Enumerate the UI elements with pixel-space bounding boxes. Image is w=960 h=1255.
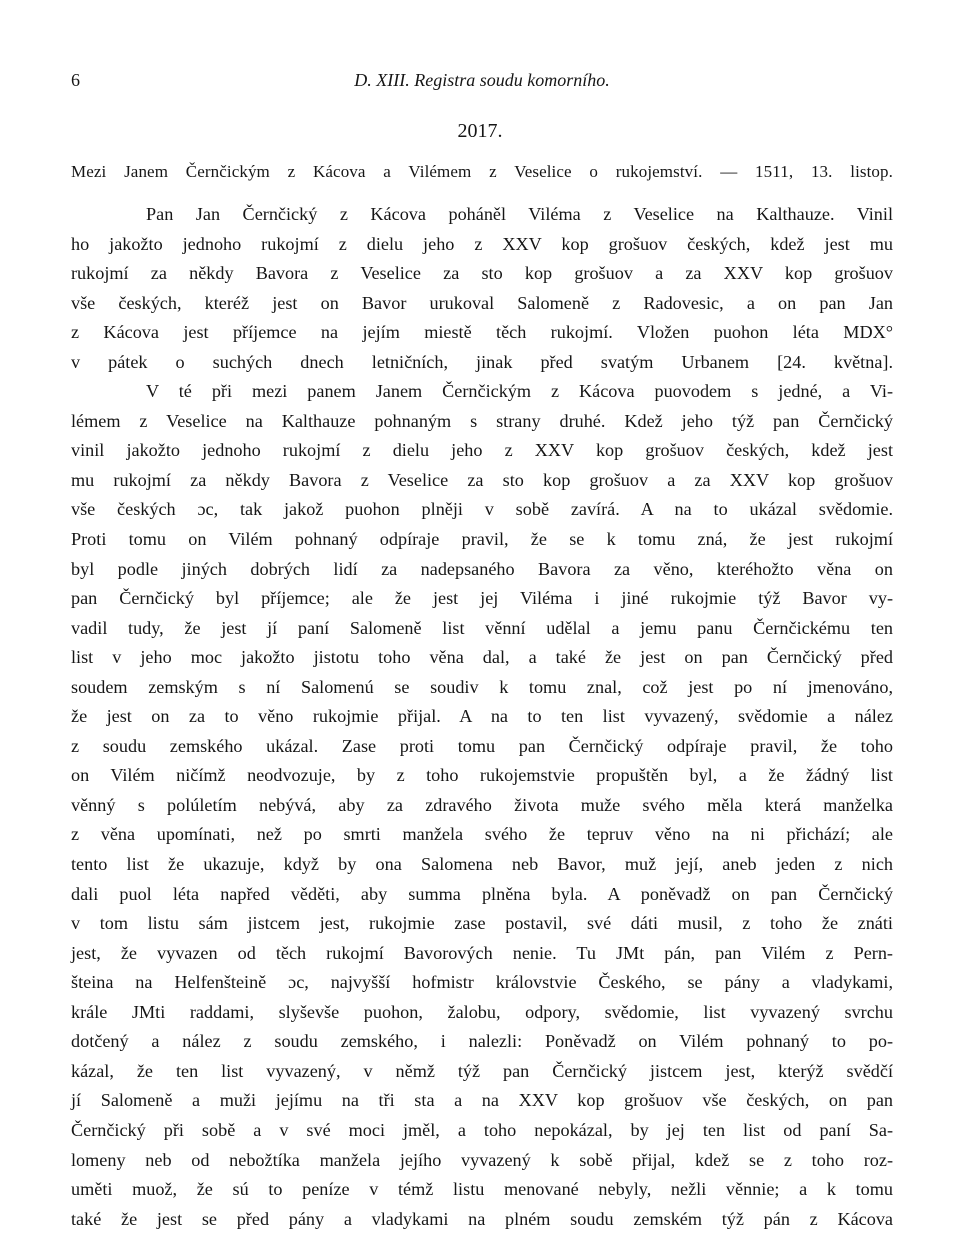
body-line: soudem zemským s ní Salomenú se soudiv k tomu znal, což jest po ní jmenováno, [71, 676, 893, 697]
body-line: list v jeho moc jakožto jistotu toho věna dal, a také že jest on pan Černčický před [71, 647, 893, 668]
page-number: 6 [71, 70, 80, 90]
body-line: vše českých, kteréž jest on Bavor urukoval Salomeně z Radovesic, a on pan Jan [71, 292, 893, 313]
body-line: lémem z Veselice na Kalthauze pohnaným s strany druhé. Kdež jeho týž pan Černčický [71, 410, 893, 431]
body-line: z věna upomínati, než po smrti manžela svého že tepruv věno na ni přichází; ale [71, 824, 893, 845]
body-line: rukojmí za někdy Bavora z Veselice za sto kop grošuov a za XXV kop grošuov [71, 263, 893, 284]
body-line: dali puol léta napřed věděti, aby summa plněna byla. A poněvadž on pan Černčický [71, 883, 893, 904]
body-line: v pátek o suchých dnech letničních, jinak před svatým Urbanem [24. května]. [71, 351, 893, 372]
entry-heading: Mezi Janem Černčickým z Kácova a Vilémem z Veselice o rukojemství. — 1511, 13. listop. [71, 162, 893, 181]
body-line: uměti muož, že sú to peníze v témž listu menované nebyly, nežli věnnie; a k tomu [71, 1179, 893, 1200]
body-line: jí Salomeně a muži jejímu na tři sta a na XXV kop grošuov vše českých, on pan [71, 1090, 893, 1111]
page-header [71, 70, 893, 100]
body-line: také že jest se před pány a vladykami na plném soudu zemském týž pán z Kácova [71, 1208, 893, 1229]
body-line: vinil jakožto jednoho rukojmí z dielu jeho z XXV kop grošuov českých, kdež jest [71, 440, 893, 461]
running-title: D. XIII. Registra soudu komorního. [354, 70, 610, 90]
body-line: on Vilém ničímž neodvozuje, by z toho rukojemstvie propuštěn byl, a že žádný list [71, 765, 893, 786]
body-line: ho jakožto jednoho rukojmí z dielu jeho z XXV kop grošuov českých, kdež jest mu [71, 233, 893, 254]
body-line: jest, že vyvazen od těch rukojmí Bavorových nenie. Tu JMt pán, pan Vilém z Pern- [71, 942, 893, 963]
body-line: šteina na Helfenšteině ɔc, najvyšší hofmistr královstvie Českého, se pány a vladykami, [71, 972, 893, 993]
body-line: Proti tomu on Vilém pohnaný odpíraje pravil, že se k tomu zná, že jest rukojmí [71, 529, 893, 550]
entry-number: 2017. [457, 120, 503, 142]
body-line: vše českých ɔc, tak jakož puohon plněji v sobě zavírá. A na to ukázal svědomie. [71, 499, 893, 520]
body-line: lomeny neb od nebožtíka manžela jejího vyvazený k sobě přijal, kdež se z toho roz- [71, 1149, 893, 1170]
body-line: z soudu zemského ukázal. Zase proti tomu pan Černčický odpíraje pravil, že toho [71, 735, 893, 756]
body-line: Černčický při sobě a v své moci jměl, a toho nepokázal, by jej ten list od paní Sa- [71, 1119, 893, 1140]
body-line: mu rukojmí za někdy Bavora z Veselice za sto kop grošuov a za XXV kop grošuov [71, 469, 893, 490]
body-text [71, 200, 893, 1234]
body-line: vadil tudy, že jest jí paní Salomeně list věnní udělal a jemu panu Černčickému ten [71, 617, 893, 638]
body-line: věnný s polúletím nebývá, aby za zdravého života muže svého měla která manželka [71, 794, 893, 815]
body-line: dotčený a nález z soudu zemského, i nalezli: Poněvadž on Vilém pohnaný to po- [71, 1031, 893, 1052]
body-line: byl podle jiných dobrých lidí za nadepsaného Bavora za věno, kteréhožto věna on [71, 558, 893, 579]
body-line: z Kácova jest příjemce na jejím miestě těch rukojmí. Vložen puohon léta MDX° [71, 322, 893, 343]
body-line: že jest on za to věno rukojmie přijal. A na to ten list vyvazený, svědomie a nález [71, 706, 893, 727]
body-line: pan Černčický byl příjemce; ale že jest jej Viléma i jiné rukojmie týž Bavor vy- [71, 588, 893, 609]
body-line: kázal, že ten list vyvazený, v němž týž pan Černčický jistcem jest, kterýž svědčí [71, 1060, 893, 1081]
body-line: v tom listu sám jistcem jest, rukojmie zase postavil, své dáti musil, z toho že znáti [71, 913, 893, 934]
body-line: tento list že ukazuje, když by ona Salomena neb Bavor, muž její, aneb jeden z nich [71, 854, 893, 875]
body-line: krále JMti raddami, slyševše puohon, žalobu, odpory, svědomie, list vyvazený svrchu [71, 1001, 893, 1022]
body-line: Pan Jan Černčický z Kácova poháněl Viléma z Veselice na Kalthauze. Vinil [146, 204, 893, 224]
body-line: V té při mezi panem Janem Černčickým z Kácova puovodem s jedné, a Vi- [146, 381, 893, 402]
